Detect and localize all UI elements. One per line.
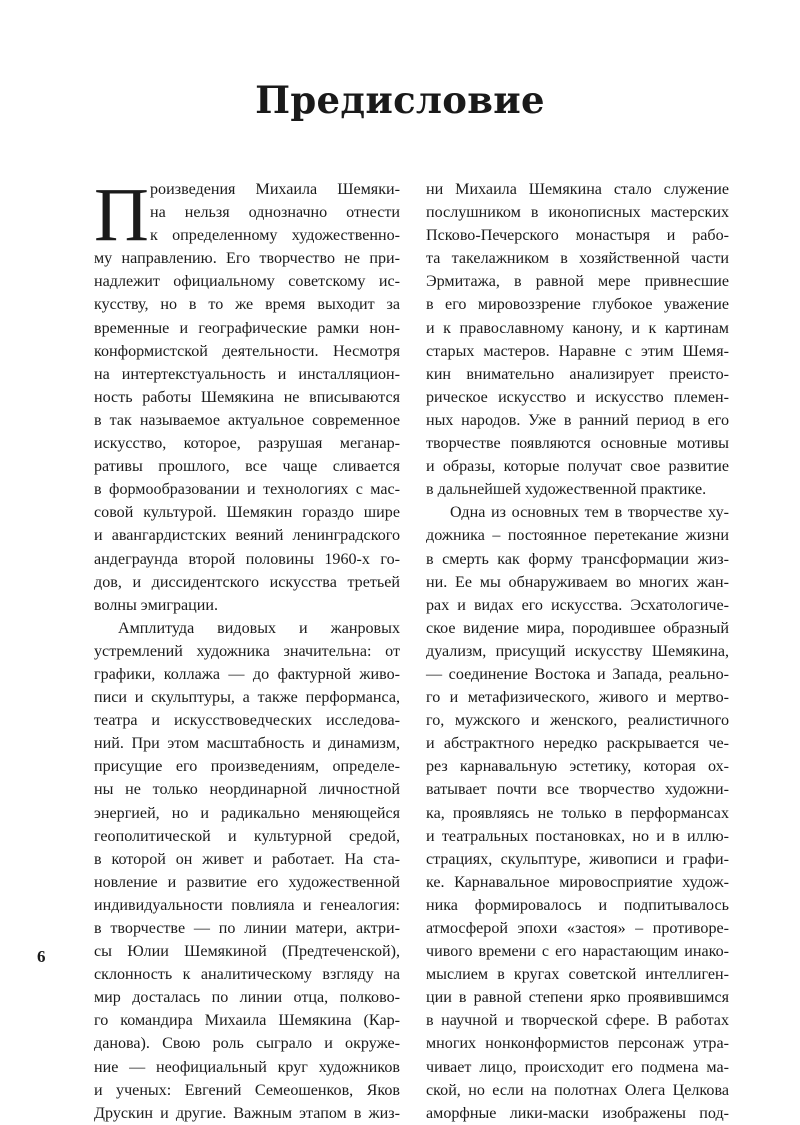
- text-line: присущие его произведениям, определе-: [94, 758, 400, 776]
- text-line: и ученых: Евгений Семеошенков, Яков: [94, 1081, 400, 1099]
- text-line: в творчестве — по линии матери, актри-: [94, 920, 400, 937]
- text-line: Псково-Печерского монастыря и рабо-: [426, 227, 729, 245]
- text-line: старых мастеров. Наравне с этим Шемя-: [426, 342, 729, 360]
- text-line: в смерть как форму трансформации жиз-: [426, 550, 729, 568]
- text-line: и к православному канону, и к картинам: [426, 319, 729, 337]
- text-line: го и метафизического, живого и мертво-: [426, 689, 729, 707]
- text-line: чивого времени с его нарастающим инако-: [426, 943, 729, 961]
- text-line: на нельзя однозначно отнести: [150, 204, 400, 222]
- text-line: и образы, которые получат свое развитие: [426, 458, 729, 476]
- text-line: страциях, скульптуре, живописи и графи-: [426, 850, 729, 868]
- text-line: ние — неофициальный круг художников: [94, 1058, 400, 1076]
- text-line: послушником в иконописных мастерских: [426, 204, 729, 222]
- text-line: геополитической и культурной средой,: [94, 827, 400, 845]
- text-line: та такелажником в хозяйственной части: [426, 250, 729, 268]
- text-line: рическое искусство и искусство племен-: [426, 388, 729, 406]
- text-line: писи и скульптуры, а также перформанса,: [94, 689, 400, 707]
- text-line: искусство, которое, разрушая меганар-: [94, 435, 400, 453]
- text-line: кусству, но в то же время выходит за: [94, 296, 400, 314]
- text-line: ни. Ее мы обнаруживаем во многих жан-: [426, 573, 729, 591]
- text-line: ны не только неординарной личностной: [94, 781, 400, 799]
- text-line: Амплитуда видовых и жанровых: [118, 619, 400, 637]
- text-line: Одна из основных тем в творчестве ху-: [450, 504, 729, 522]
- text-line: — соединение Востока и Запада, реально-: [426, 665, 729, 683]
- text-line: временные и географические рамки нон-: [94, 319, 400, 337]
- text-line: и театральных постановках, но и в иллю-: [426, 827, 729, 845]
- right-column: [426, 178, 729, 1125]
- paragraph: [426, 178, 729, 501]
- text-line: кин внимательно анализирует преисто-: [426, 365, 729, 383]
- paragraph: [94, 617, 400, 1125]
- text-line: рах и видах его искусства. Эсхатологиче-: [426, 596, 729, 614]
- page-number: 6: [37, 947, 46, 966]
- text-line: устремлений художника значительна: от: [94, 642, 400, 660]
- text-line: чивает лицо, происходит его подмена ма-: [426, 1058, 729, 1076]
- text-line: ватывает почти все творчество художни-: [426, 781, 729, 799]
- text-line: в которой он живет и работает. На ста-: [94, 850, 400, 868]
- text-line: и абстрактного нередко раскрывается че-: [426, 735, 729, 753]
- text-line: андеграунда второй половины 1960-х го-: [94, 550, 400, 568]
- text-line: ке. Карнавальное мировосприятие худож-: [426, 873, 729, 891]
- text-line: конформистской деятельности. Несмотря: [94, 342, 400, 360]
- text-line: атмосферой эпохи «застоя» – противоре-: [426, 920, 729, 937]
- text-line: в так называемое актуальное современное: [94, 411, 400, 429]
- text-line: ративы прошлого, все чаще сливается: [94, 458, 400, 476]
- text-line: ника формировалось и подпитывалось: [426, 896, 729, 914]
- text-line: ской, но если на полотнах Олега Целкова: [426, 1081, 729, 1099]
- text-line: на интертекстуальность и инсталляцион-: [94, 365, 400, 383]
- page-title: Предисловие: [255, 78, 545, 122]
- text-line: данова). Свою роль сыграло и окруже-: [94, 1035, 400, 1053]
- text-line: мир досталась по линии отца, полково-: [94, 989, 400, 1007]
- text-line: аморфные лики-маски изображены под-: [426, 1104, 729, 1122]
- text-line: ни Михаила Шемякина стало служение: [426, 181, 729, 198]
- text-line: в его мировоззрение глубокое уважение: [426, 296, 729, 314]
- text-line: рез карнавальную эстетику, которая ох-: [426, 758, 729, 776]
- text-line: энергией, но и радикально меняющейся: [94, 804, 400, 822]
- text-line: новление и развитие его художественной: [94, 873, 400, 891]
- text-line: совой культурой. Шемякин гораздо шире: [94, 504, 400, 522]
- text-line: ний. При этом масштабность и динамизм,: [94, 735, 400, 753]
- text-line: волны эмиграции.: [94, 596, 219, 614]
- text-line: го командира Михаила Шемякина (Кар-: [94, 1012, 400, 1030]
- text-line: мыслием в кругах советской интеллиген-: [426, 966, 729, 984]
- text-line: дов, и диссидентского искусства третьей: [94, 573, 400, 591]
- text-line: му направлению. Его творчество не при-: [94, 250, 400, 268]
- text-line: индивидуальности повлияла и генеалогия:: [94, 896, 400, 914]
- text-line: Эрмитажа, в равной мере привнесшие: [426, 273, 729, 291]
- text-line: Друскин и другие. Важным этапом в жиз-: [94, 1104, 400, 1122]
- text-line: дожника – постоянное перетекание жизни: [426, 527, 729, 545]
- left-column: [94, 173, 400, 1125]
- text-line: творчестве появляются основные мотивы: [426, 435, 729, 453]
- text-line: в дальнейшей художественной практике.: [426, 481, 707, 499]
- paragraph: [426, 501, 729, 1125]
- text-line: театра и искусствоведческих исследова-: [94, 712, 400, 730]
- text-line: роизведения Михаила Шемяки-: [150, 181, 400, 198]
- text-line: ных народов. Уже в ранний период в его: [426, 411, 729, 429]
- text-line: дуализм, присущий искусству Шемякина,: [426, 642, 729, 660]
- text-line: в формообразовании и технологиях с мас-: [94, 481, 400, 499]
- text-line: склонность к аналитическому взгляду на: [94, 966, 400, 984]
- text-line: го, мужского и женского, реалистичного: [426, 712, 729, 730]
- text-line: ка, проявляясь не только в перформансах: [426, 804, 729, 822]
- text-line: ции в равной степени ярко проявившимся: [426, 989, 729, 1007]
- text-line: ность работы Шемякина не вписываются: [94, 388, 400, 406]
- text-line: сы Юлии Шемякиной (Предтеченской),: [94, 943, 400, 961]
- text-line: в научной и творческой сфере. В работах: [426, 1012, 729, 1030]
- text-line: ское видение мира, породившее образный: [426, 619, 729, 637]
- text-line: к определенному художественно-: [150, 227, 400, 245]
- text-line: надлежит официальному советскому ис-: [94, 273, 400, 291]
- text-line: графики, коллажа — до фактурной живо-: [94, 665, 400, 683]
- text-line: многих нонконформистов персонаж утра-: [426, 1035, 729, 1053]
- drop-cap: П: [94, 173, 149, 257]
- text-line: и авангардистских веяний ленинградского: [94, 527, 400, 545]
